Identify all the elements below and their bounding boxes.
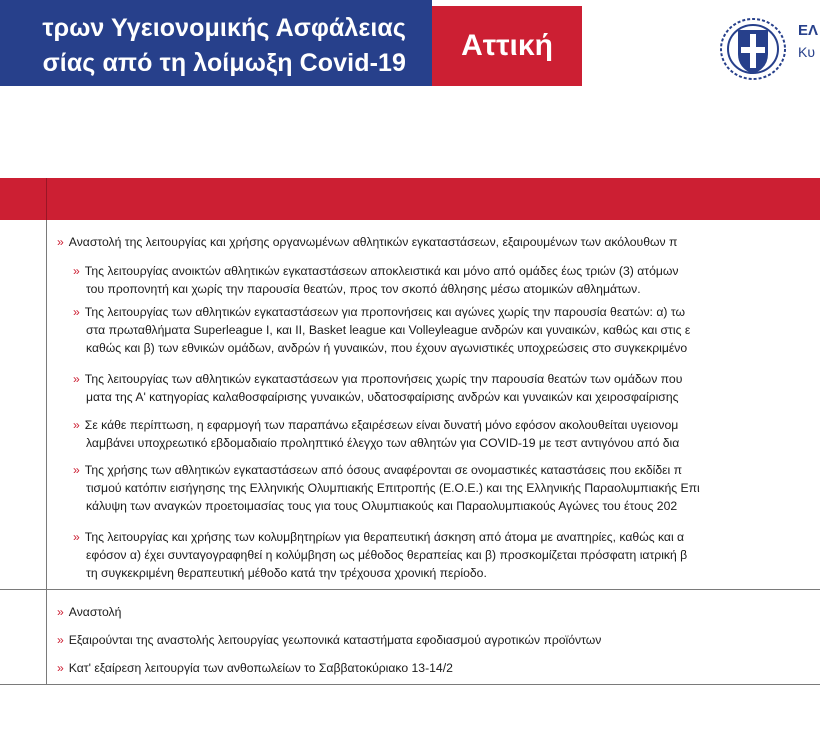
item-text: Εξαιρούνται της αναστολής λειτουργίας γεωπονικά καταστήματα εφοδιασμού αγροτικών προϊόντων bbox=[68, 633, 602, 647]
table-header-divider bbox=[46, 178, 47, 220]
sub-list-item: » Της λειτουργίας των αθλητικών εγκαταστάσεων για προπονήσεις και αγώνες χωρίς την παρουσία θεατών: α) τω στα πρωταθλήματα Superleague I, και II, Basket league και Volleyleague ανδρών και γυναικών, καθώς και στις ε καθώς και β) των εθνικών ομάδων, ανδρών ή γυναικών, που έχουν αγωνιστικές υποχρεώσεις στο συγκεκριμένο bbox=[73, 305, 691, 355]
table-column-divider bbox=[46, 220, 47, 685]
sub-list-item: » Σε κάθε περίπτωση, η εφαρμογή των παραπάνω εξαιρέσεων είναι δυνατή μόνο εφόσον ακολουθείται υγειονομ λαμβάνει υποχρεωτικό εβδομαδιαίο προληπτικό έλεγχο των αθλητών για COVID-19 με τεστ αντιγόνου από δια bbox=[73, 418, 680, 450]
sub-list-item: » Της λειτουργίας των αθλητικών εγκαταστάσεων για προπονήσεις χωρίς την παρουσία θεατών των ομάδων που ματα της Α' κατηγορίας καλαθοσφαίρισης γυναικών, υδατοσφαίρισης ανδρών και γυναικών και χειροσφαίρισης bbox=[73, 372, 683, 404]
item-text: καθώς και β) των εθνικών ομάδων, ανδρών ή γυναικών, που έχουν αγωνιστικές υποχρεώσεις στο συγκεκριμένο bbox=[86, 341, 688, 355]
item-text: κάλυψη των αναγκών προετοιμασίας τους για τους Ολυμπιακούς και Παραολυμπιακούς Αγώνες του έτους 202 bbox=[86, 499, 678, 513]
item-text: λαμβάνει υποχρεωτικό εβδομαδιαίο προληπτικό έλεγχο των αθλητών για COVID-19 με τεστ αντιγόνου από δια bbox=[86, 436, 680, 450]
item-text: Σε κάθε περίπτωση, η εφαρμογή των παραπάνω εξαιρέσεων είναι δυνατή μόνο εφόσον ακολουθείται υγειονομ bbox=[84, 418, 679, 432]
list-item: » Κατ' εξαίρεση λειτουργία των ανθοπωλείων το Σαββατοκύριακο 13-14/2 bbox=[57, 661, 453, 675]
sub-list-item: » Της λειτουργίας ανοικτών αθλητικών εγκαταστάσεων αποκλειστικά και μόνο από ομάδες έως τριών (3) ατόμων του προπονητή και χωρίς την παρουσία θεατών, προς τον σκοπό άθλησης μέσω ατομικών αθλημάτων. bbox=[73, 264, 679, 296]
item-text: Αναστολή bbox=[68, 605, 122, 619]
item-text: Της λειτουργίας των αθλητικών εγκαταστάσεων για προπονήσεις χωρίς την παρουσία θεατών των ομάδων που bbox=[84, 372, 683, 386]
item-text: Αναστολή της λειτουργίας και χρήσης οργανωμένων αθλητικών εγκαταστάσεων, εξαιρουμένων των ακόλουθων π bbox=[68, 235, 678, 249]
item-text: Της χρήσης των αθλητικών εγκαταστάσεων από όσους αναφέρονται σε ονομαστικές καταστάσεις που εκδίδει π bbox=[84, 463, 683, 477]
item-text: Της λειτουργίας ανοικτών αθλητικών εγκαταστάσεων αποκλειστικά και μόνο από ομάδες έως τριών (3) ατόμων bbox=[84, 264, 679, 278]
list-item: » Αναστολή της λειτουργίας και χρήσης οργανωμένων αθλητικών εγκαταστάσεων, εξαιρουμένων των ακόλουθων π bbox=[57, 235, 678, 249]
item-text: ματα της Α' κατηγορίας καλαθοσφαίρισης γυναικών, υδατοσφαίρισης ανδρών και γυναικών και χειροσφαίρισης bbox=[86, 390, 679, 404]
table-header-row bbox=[0, 178, 820, 220]
sub-list-item: » Της χρήσης των αθλητικών εγκαταστάσεων από όσους αναφέρονται σε ονομαστικές καταστάσεις που εκδίδει π τισμού κατόπιν εισήγησης της Ελληνικής Ολυμπιακής Επιτροπής (Ε.Ο.Ε.) και της Ελληνικής Παραολυμπιακής Επι κάλυψη των αναγκών προετοιμασίας τους για τους Ολυμπιακούς και Παραολυμπιακούς Αγώνες του έτους 202 bbox=[73, 463, 700, 513]
header-title-line-1: τρων Υγειονομικής Ασφάλειας bbox=[42, 14, 406, 42]
item-text: τη συγκεκριμένη θεραπευτική μέθοδο κατά την τρέχουσα χρονική περίοδο. bbox=[86, 566, 487, 580]
header-title-line-2: σίας από τη λοίμωξη Covid-19 bbox=[42, 49, 406, 77]
region-badge: Αττική bbox=[432, 6, 582, 86]
sub-list-item: » Της λειτουργίας και χρήσης των κολυμβητηρίων για θεραπευτική άσκηση από άτομα με αναπηρίες, καθώς και α εφόσον α) έχει συνταγογραφηθεί η κολύμβηση ως μέθοδος θεραπείας και β) προσκομίζεται πρόσφατη ιατρική β τη συγκεκριμένη θεραπευτική μέθοδο κατά την τρέχουσα χρονική περίοδο. bbox=[73, 530, 688, 580]
greek-coat-of-arms-icon bbox=[718, 16, 788, 82]
table-bottom-border bbox=[0, 684, 820, 685]
list-item: » Εξαιρούνται της αναστολής λειτουργίας γεωπονικά καταστήματα εφοδιασμού αγροτικών προϊόντων bbox=[57, 633, 602, 647]
item-text: Της λειτουργίας των αθλητικών εγκαταστάσεων για προπονήσεις και αγώνες χωρίς την παρουσία θεατών: α) τω bbox=[84, 305, 685, 319]
table-row-divider bbox=[0, 589, 820, 590]
organization-name: ΕΛ bbox=[798, 22, 819, 39]
item-text: του προπονητή και χωρίς την παρουσία θεατών, προς τον σκοπό άθλησης μέσω ατομικών αθλημάτων. bbox=[86, 282, 641, 296]
item-text: τισμού κατόπιν εισήγησης της Ελληνικής Ολυμπιακής Επιτροπής (Ε.Ο.Ε.) και της Ελληνικής Παραολυμπιακής Επι bbox=[86, 481, 700, 495]
item-text: εφόσον α) έχει συνταγογραφηθεί η κολύμβηση ως μέθοδος θεραπείας και β) προσκομίζεται πρόσφατη ιατρική β bbox=[86, 548, 688, 562]
organization-subtitle: Κυ bbox=[798, 44, 815, 60]
item-text: Κατ' εξαίρεση λειτουργία των ανθοπωλείων το Σαββατοκύριακο 13-14/2 bbox=[68, 661, 453, 675]
header-title-banner bbox=[0, 0, 432, 86]
item-text: στα πρωταθλήματα Superleague I, και II, Basket league και Volleyleague ανδρών και γυναικών, καθώς και στις ε bbox=[86, 323, 691, 337]
item-text: Της λειτουργίας και χρήσης των κολυμβητηρίων για θεραπευτική άσκηση από άτομα με αναπηρίες, καθώς και α bbox=[84, 530, 685, 544]
list-item: » Αναστολή bbox=[57, 605, 122, 619]
